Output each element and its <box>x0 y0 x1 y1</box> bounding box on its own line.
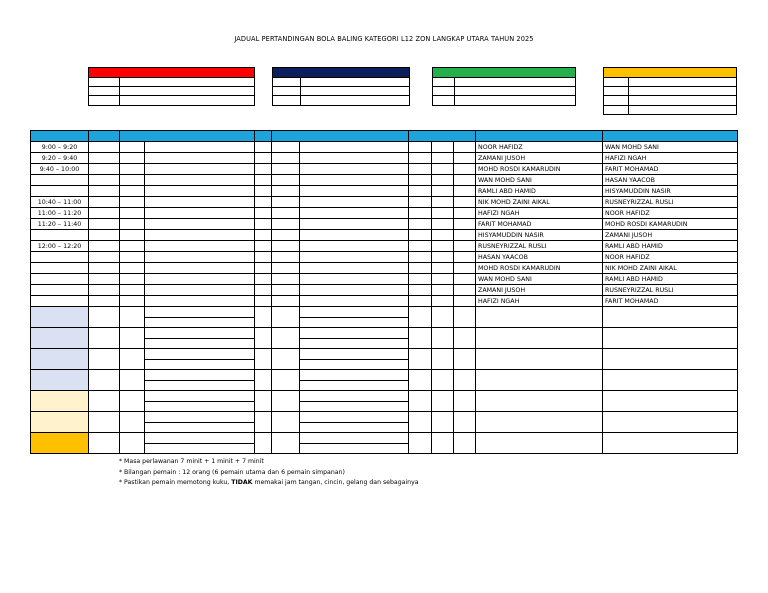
match-time: 12:00 – 12:20 <box>31 241 89 252</box>
match-team-2: RUSNEYRIZZAL RUSLI <box>603 197 738 208</box>
group-a-header <box>89 68 255 78</box>
match-row <box>31 219 738 230</box>
match-team-1: HISYAMUDDIN NASIR <box>476 230 603 241</box>
match-time <box>31 296 89 307</box>
match-team-1: RAMLI ABD HAMID <box>476 186 603 197</box>
group-c-header <box>433 68 576 78</box>
match-time: 11:00 – 11:20 <box>31 208 89 219</box>
match-time <box>31 263 89 274</box>
match-time <box>31 274 89 285</box>
match-time <box>31 186 89 197</box>
match-team-2: RUSNEYRIZZAL RUSLI <box>603 285 738 296</box>
group-b-header <box>273 68 410 78</box>
note-rules: * Pastikan pemain memotong kuku, TIDAK memakai jam tangan, cincin, gelang dan sebagainya <box>119 479 419 487</box>
match-team-2: RAMLI ABD HAMID <box>603 241 738 252</box>
match-row <box>31 230 738 241</box>
page-title: JADUAL PERTANDINGAN BOLA BALING KATEGORI L12 ZON LANGKAP UTARA TAHUN 2025 <box>234 35 534 43</box>
group-d-table <box>603 67 737 115</box>
match-team-1: HAFIZI NGAH <box>476 296 603 307</box>
match-time <box>31 285 89 296</box>
group-a-table <box>88 67 255 106</box>
match-row <box>31 142 738 153</box>
note-players: * Bilangan pemain : 12 orang (6 pemain utama dan 6 pemain simpanan) <box>119 468 345 476</box>
match-row <box>31 164 738 175</box>
blank-row <box>31 391 738 412</box>
group-b-table <box>272 67 410 106</box>
match-time <box>31 230 89 241</box>
match-row <box>31 274 738 285</box>
match-row <box>31 285 738 296</box>
blank-row <box>31 328 738 349</box>
match-row <box>31 252 738 263</box>
schedule-table <box>30 130 738 454</box>
match-team-1: ZAMANI JUSOH <box>476 153 603 164</box>
match-row <box>31 186 738 197</box>
blank-row <box>31 412 738 433</box>
match-time: 9:20 – 9:40 <box>31 153 89 164</box>
match-team-1: WAN MOHD SANI <box>476 274 603 285</box>
match-team-1: MOHD ROSDI KAMARUDIN <box>476 263 603 274</box>
match-row <box>31 208 738 219</box>
group-c-table <box>432 67 576 106</box>
match-team-2: NOOR HAFIDZ <box>603 252 738 263</box>
match-team-2: RAMLI ABD HAMID <box>603 274 738 285</box>
match-team-1: HASAN YAACOB <box>476 252 603 263</box>
blank-row <box>31 349 738 370</box>
match-team-1: NIK MOHD ZAINI AIKAL <box>476 197 603 208</box>
match-row <box>31 175 738 186</box>
schedule-header-row <box>31 131 738 142</box>
match-team-2: WAN MOHD SANI <box>603 142 738 153</box>
match-row <box>31 296 738 307</box>
match-team-1: FARIT MOHAMAD <box>476 219 603 230</box>
match-time: 11:20 – 11:40 <box>31 219 89 230</box>
match-team-1: HAFIZI NGAH <box>476 208 603 219</box>
match-team-1: WAN MOHD SANI <box>476 175 603 186</box>
match-team-2: HISYAMUDDIN NASIR <box>603 186 738 197</box>
match-time: 9:40 – 10:00 <box>31 164 89 175</box>
match-team-2: NOOR HAFIDZ <box>603 208 738 219</box>
match-team-2: FARIT MOHAMAD <box>603 164 738 175</box>
match-row <box>31 263 738 274</box>
blank-row <box>31 433 738 454</box>
match-row <box>31 153 738 164</box>
blank-row <box>31 307 738 328</box>
match-team-1: ZAMANI JUSOH <box>476 285 603 296</box>
match-team-1: RUSNEYRIZZAL RUSLI <box>476 241 603 252</box>
match-time: 9:00 – 9:20 <box>31 142 89 153</box>
match-time <box>31 175 89 186</box>
match-team-1: MOHD ROSDI KAMARUDIN <box>476 164 603 175</box>
notes <box>119 457 419 489</box>
match-team-2: ZAMANI JUSOH <box>603 230 738 241</box>
match-row <box>31 197 738 208</box>
match-time <box>31 252 89 263</box>
match-row <box>31 241 738 252</box>
match-team-2: NIK MOHD ZAINI AIKAL <box>603 263 738 274</box>
blank-row <box>31 370 738 391</box>
match-team-1: NOOR HAFIDZ <box>476 142 603 153</box>
match-team-2: HASAN YAACOB <box>603 175 738 186</box>
match-team-2: HAFIZI NGAH <box>603 153 738 164</box>
match-team-2: MOHD ROSDI KAMARUDIN <box>603 219 738 230</box>
note-duration: * Masa perlawanan 7 minit + 1 minit + 7 minit <box>119 458 264 465</box>
group-d-header <box>604 68 737 78</box>
match-team-2: FARIT MOHAMAD <box>603 296 738 307</box>
match-time: 10:40 – 11:00 <box>31 197 89 208</box>
